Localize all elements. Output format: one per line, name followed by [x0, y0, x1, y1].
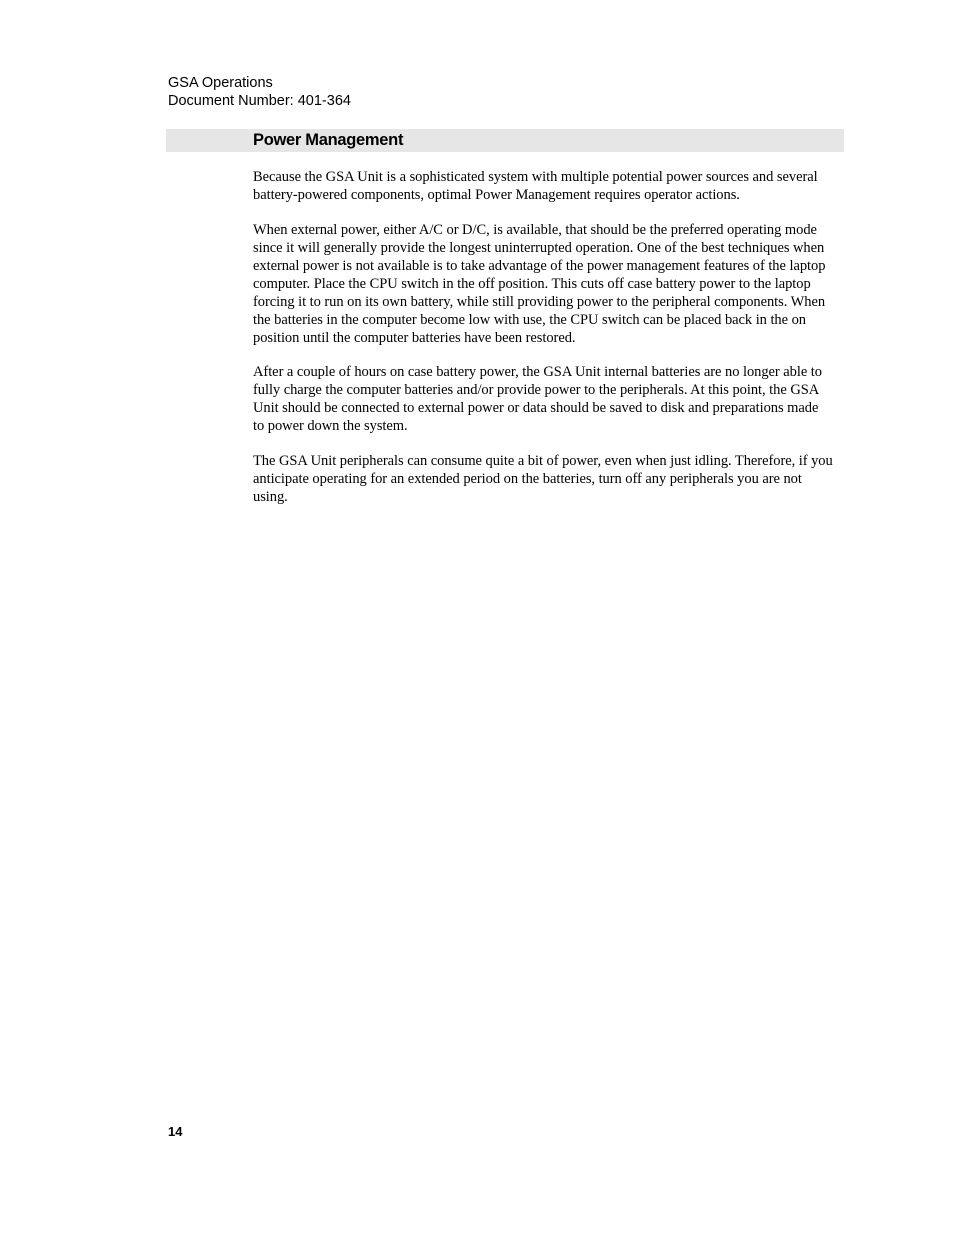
- header-title: GSA Operations: [168, 75, 273, 91]
- document-number: Document Number: 401-364: [168, 93, 351, 109]
- page-number: 14: [168, 1124, 183, 1139]
- section-body: [253, 168, 833, 522]
- running-header: [168, 74, 351, 110]
- paragraph: The GSA Unit peripherals can consume quite a bit of power, even when just idling. Therefore, if you anticipate operating for an extended period on the batteries, turn off any peripherals you are not using.: [253, 452, 833, 505]
- paragraph: When external power, either A/C or D/C, is available, that should be the preferred operating mode since it will generally provide the longest uninterrupted operation. One of the best techniques when external power is not available is to take advantage of the power management features of the laptop computer. Place the CPU switch in the off position. This cuts off case battery power to the laptop forcing it to run on its own battery, while still providing power to the peripheral components. When the batteries in the computer become low with use, the CPU switch can be placed back in the on position until the computer batteries have been restored.: [253, 221, 826, 346]
- section-heading-bar: [166, 129, 844, 152]
- section-title: Power Management: [253, 131, 404, 149]
- paragraph: After a couple of hours on case battery power, the GSA Unit internal batteries are no longer able to fully charge the computer batteries and/or provide power to the peripherals. At this point, the GSA Unit should be connected to external power or data should be saved to disk and preparations made to power down the system.: [253, 364, 822, 434]
- paragraph: Because the GSA Unit is a sophisticated system with multiple potential power sources and several battery-powered components, optimal Power Management requires operator actions.: [253, 169, 818, 203]
